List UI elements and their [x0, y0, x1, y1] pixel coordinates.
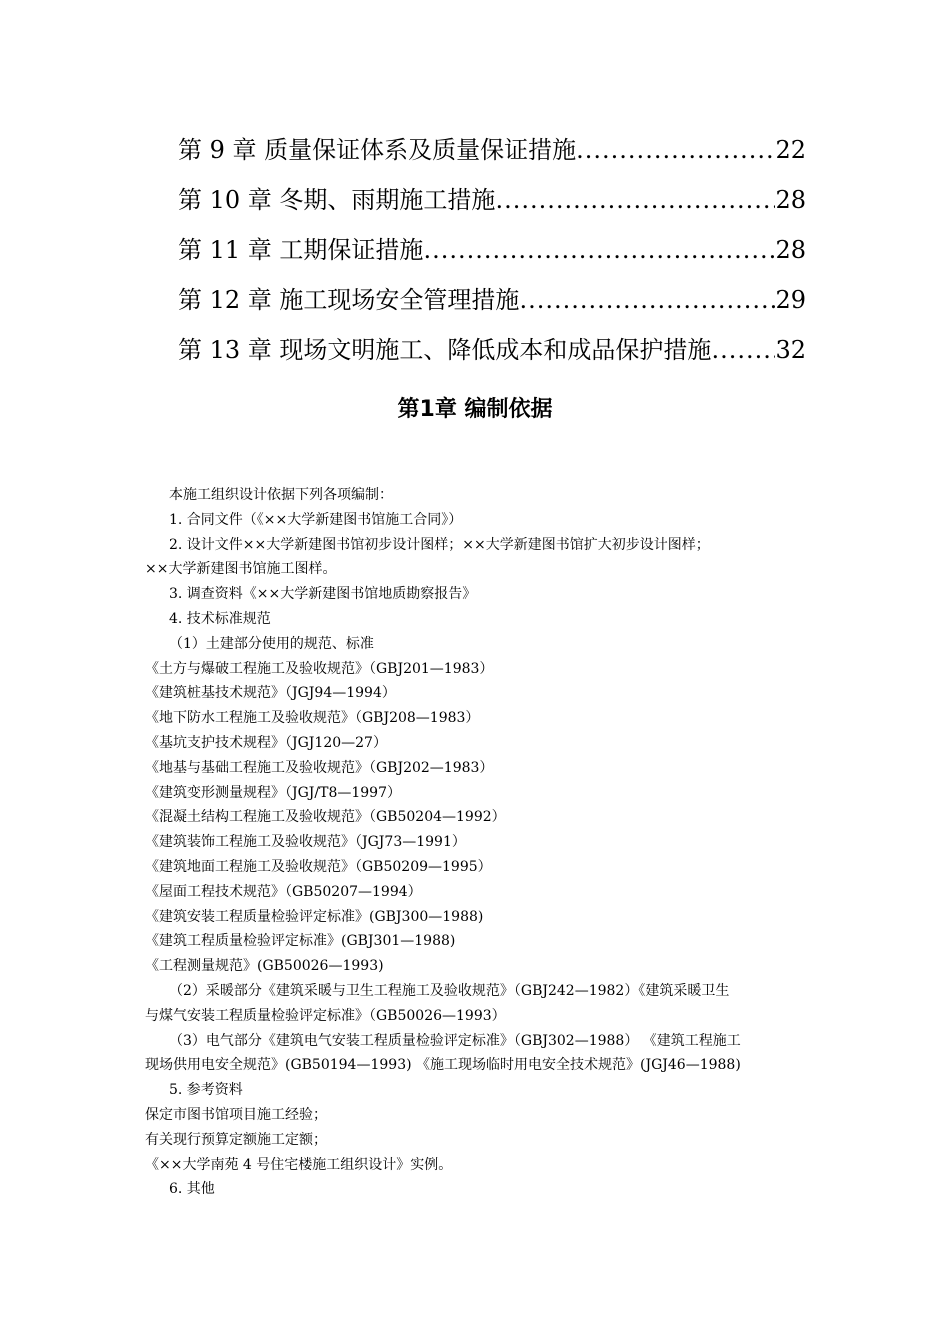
standard-reference: 《混凝土结构工程施工及验收规范》（GB50204—1992）	[145, 809, 506, 826]
toc-entry-title: 第 10 章 冬期、雨期施工措施	[178, 186, 496, 214]
sub-section-continuation: 现场供用电安全规范》(GB50194—1993) 《施工现场临时用电安全技术规范》(JGJ46—1988)	[145, 1057, 741, 1074]
toc-dot-leader	[423, 236, 775, 264]
list-item: 3. 调查资料《××大学新建图书馆地质勘察报告》	[169, 586, 477, 603]
list-item-continuation: ××大学新建图书馆施工图样。	[145, 561, 337, 578]
toc-entry[interactable]	[178, 280, 806, 330]
list-item: 5. 参考资料	[169, 1082, 243, 1099]
toc-entry-page: 32	[775, 336, 806, 364]
toc-entry[interactable]	[178, 180, 806, 230]
document-body	[145, 483, 809, 1202]
standard-reference: 《建筑桩基技术规范》（JGJ94—1994）	[145, 685, 396, 702]
standard-reference: 《建筑装饰工程施工及验收规范》（JGJ73—1991）	[145, 834, 466, 851]
toc-entry-page: 28	[775, 236, 806, 264]
standard-reference: 《工程测量规范》(GB50026—1993)	[145, 958, 384, 975]
reference-line: 有关现行预算定额施工定额；	[145, 1131, 327, 1148]
toc-dot-leader	[711, 336, 775, 364]
standard-reference: 《地下防水工程施工及验收规范》（GBJ208—1983）	[145, 710, 480, 727]
standard-reference: 《建筑变形测量规程》（JGJ/T8—1997）	[145, 784, 401, 801]
toc-entry[interactable]	[178, 130, 806, 180]
sub-section-continuation: 与煤气安装工程质量检验评定标准》（GB50026—1993）	[145, 1007, 506, 1024]
standard-reference: 《土方与爆破工程施工及验收规范》（GBJ201—1983）	[145, 660, 494, 677]
list-item: 2. 设计文件××大学新建图书馆初步设计图样；××大学新建图书馆扩大初步设计图样；	[169, 536, 710, 553]
standard-reference: 《地基与基础工程施工及验收规范》（GBJ202—1983）	[145, 759, 494, 776]
toc-dot-leader	[495, 186, 775, 214]
reference-line: 《××大学南苑 4 号住宅楼施工组织设计》实例。	[145, 1156, 453, 1173]
chapter-heading: 第1章 编制依据	[397, 397, 553, 422]
standard-reference: 《屋面工程技术规范》（GB50207—1994）	[145, 883, 422, 900]
toc-entry-page: 28	[775, 186, 806, 214]
list-item: 4. 技术标准规范	[169, 610, 271, 627]
standard-reference: 《建筑工程质量检验评定标准》(GBJ301—1988)	[145, 933, 456, 950]
toc-entry-title: 第 11 章 工期保证措施	[178, 236, 424, 264]
standard-reference: 《建筑地面工程施工及验收规范》（GB50209—1995）	[145, 858, 492, 875]
table-of-contents	[178, 130, 806, 380]
toc-entry-title: 第 9 章 质量保证体系及质量保证措施	[178, 136, 577, 164]
reference-line: 保定市图书馆项目施工经验；	[145, 1106, 327, 1123]
intro-paragraph: 本施工组织设计依据下列各项编制：	[169, 487, 393, 503]
toc-entry[interactable]	[178, 230, 806, 280]
list-item: 6. 其他	[169, 1181, 215, 1198]
toc-dot-leader	[576, 136, 775, 164]
toc-entry[interactable]	[178, 330, 806, 380]
standard-reference: 《建筑安装工程质量检验评定标准》(GBJ300—1988)	[145, 908, 484, 925]
toc-entry-page: 29	[775, 286, 806, 314]
toc-entry-title: 第 13 章 现场文明施工、降低成本和成品保护措施	[178, 336, 712, 364]
sub-section-paragraph: （2）采暖部分《建筑采暖与卫生工程施工及验收规范》（GBJ242—1982）《建筑采暖卫生	[169, 982, 730, 999]
toc-dot-leader	[519, 286, 775, 314]
toc-entry-page: 22	[775, 136, 806, 164]
sub-section-paragraph: （3）电气部分《建筑电气安装工程质量检验评定标准》（GBJ302—1988） 《建筑工程施工	[169, 1032, 741, 1049]
standard-reference: 《基坑支护技术规程》（JGJ120—27）	[145, 734, 387, 751]
toc-entry-title: 第 12 章 施工现场安全管理措施	[178, 286, 520, 314]
list-item: 1. 合同文件（《××大学新建图书馆施工合同》）	[169, 511, 463, 528]
sub-section-heading: （1）土建部分使用的规范、标准	[169, 635, 374, 652]
